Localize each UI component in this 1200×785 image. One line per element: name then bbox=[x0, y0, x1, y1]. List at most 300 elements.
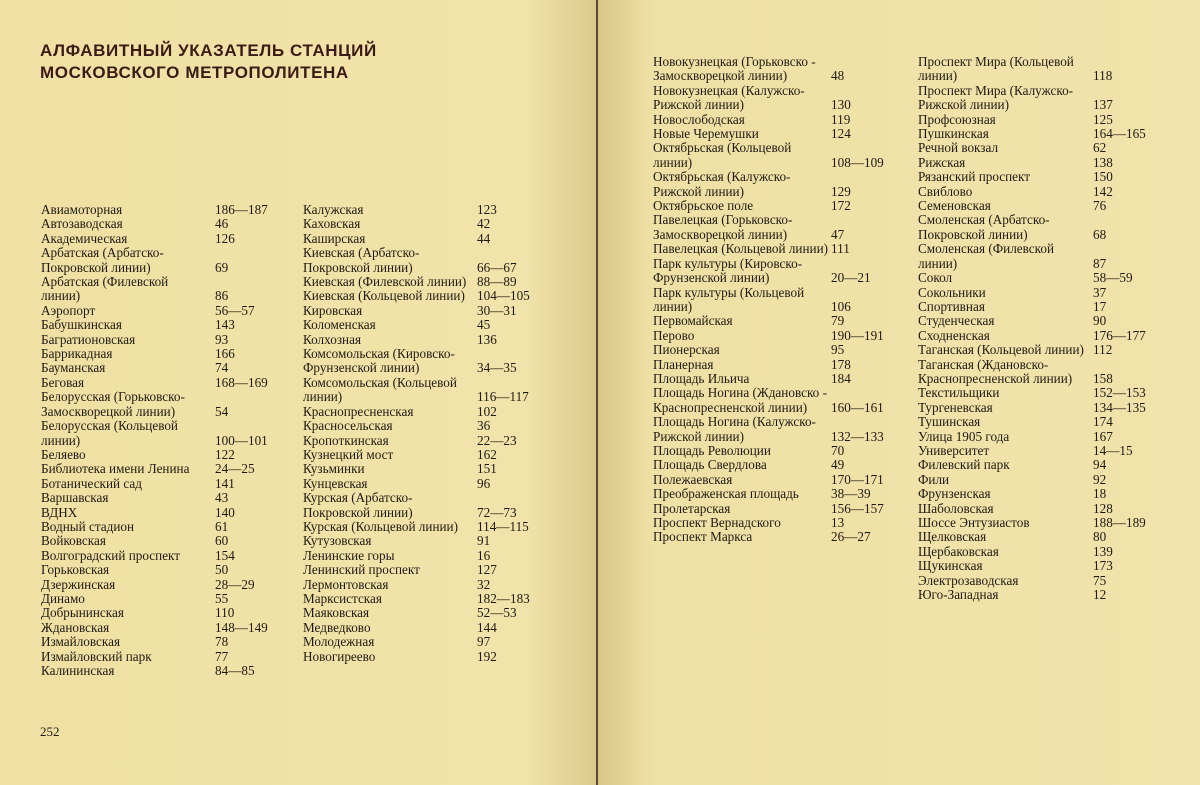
index-entry bbox=[303, 592, 543, 606]
index-entry bbox=[653, 516, 893, 530]
station-name: Лермонтовская bbox=[303, 576, 389, 592]
page-reference: 138 bbox=[1093, 154, 1113, 170]
index-entry bbox=[653, 358, 893, 372]
station-name: Новокузнецкая (Калужско-Рижской линии) bbox=[653, 82, 805, 113]
page-reference: 32 bbox=[477, 576, 491, 592]
index-entry bbox=[918, 329, 1158, 343]
page-reference: 26—27 bbox=[831, 529, 871, 545]
station-name: Каховская bbox=[303, 216, 361, 232]
station-name: Арбатская (Арбатско-Покровской линии) bbox=[41, 245, 164, 275]
station-name: Маяковская bbox=[303, 605, 370, 621]
index-entry bbox=[41, 376, 291, 390]
index-entry bbox=[653, 502, 893, 516]
index-entry bbox=[303, 289, 543, 303]
station-name: Новогиреево bbox=[303, 648, 376, 664]
index-entry bbox=[41, 578, 291, 592]
station-name: Рязанский проспект bbox=[918, 169, 1031, 185]
page-reference: 74 bbox=[215, 360, 229, 376]
page-reference: 61 bbox=[215, 518, 229, 534]
index-entry bbox=[41, 217, 291, 231]
station-name: Молодежная bbox=[303, 634, 375, 650]
station-name: Профсоюзная bbox=[918, 111, 996, 127]
station-name: Каширская bbox=[303, 230, 366, 246]
station-name: Площадь Революции bbox=[653, 442, 771, 458]
index-entry bbox=[918, 170, 1158, 184]
index-entry bbox=[918, 199, 1158, 213]
station-name: Академическая bbox=[41, 230, 128, 246]
index-entry bbox=[303, 462, 543, 476]
station-name: Тушинская bbox=[918, 414, 981, 430]
station-name: Электрозаводская bbox=[918, 572, 1019, 588]
station-name: Беговая bbox=[41, 374, 85, 390]
page-reference: 141 bbox=[215, 475, 235, 491]
index-entry bbox=[653, 530, 893, 544]
index-entry bbox=[653, 213, 893, 242]
station-name: Ленинский проспект bbox=[303, 562, 420, 578]
index-entry bbox=[303, 434, 543, 448]
page-reference: 108—109 bbox=[831, 154, 884, 170]
station-name: Таганская (Ждановско-Краснопресненской линии) bbox=[918, 356, 1073, 386]
index-entry bbox=[41, 318, 291, 332]
page-reference: 62 bbox=[1093, 140, 1107, 156]
page-reference: 28—29 bbox=[215, 576, 255, 592]
station-name: Беляево bbox=[41, 446, 86, 462]
station-name: Щербаковская bbox=[918, 543, 999, 559]
page-reference: 56—57 bbox=[215, 302, 255, 318]
index-entry bbox=[918, 271, 1158, 285]
index-entry bbox=[918, 286, 1158, 300]
index-entry bbox=[41, 563, 291, 577]
station-name: Проспект Вернадского bbox=[653, 515, 781, 530]
index-entry bbox=[303, 549, 543, 563]
page-reference: 123 bbox=[477, 202, 497, 217]
station-name: Щелковская bbox=[918, 529, 987, 545]
index-entry bbox=[303, 304, 543, 318]
index-entry bbox=[303, 520, 543, 534]
station-name: Горьковская bbox=[41, 562, 110, 578]
index-entry bbox=[41, 275, 291, 304]
index-entry bbox=[41, 592, 291, 606]
index-entry bbox=[918, 574, 1158, 588]
page-reference: 13 bbox=[831, 515, 845, 530]
station-name: Арбатская (Филевской линии) bbox=[41, 274, 169, 304]
index-entry bbox=[918, 242, 1158, 271]
index-entry bbox=[41, 304, 291, 318]
page-reference: 111 bbox=[831, 241, 850, 257]
index-entry bbox=[303, 203, 543, 217]
station-name: Новокузнецкая (Горьковско - Замоскворецкой линии) bbox=[653, 54, 816, 84]
page-reference: 77 bbox=[215, 648, 229, 664]
page-reference: 96 bbox=[477, 475, 491, 491]
index-entry bbox=[918, 300, 1158, 314]
station-name: Юго-Западная bbox=[918, 587, 999, 603]
station-name: Багратионовская bbox=[41, 331, 136, 347]
page-reference: 172 bbox=[831, 198, 851, 214]
index-entry bbox=[653, 473, 893, 487]
station-name: Тургеневская bbox=[918, 399, 993, 415]
index-entry bbox=[653, 141, 893, 170]
station-name: Библиотека имени Ленина bbox=[41, 461, 190, 477]
station-name: Шаболовская bbox=[918, 500, 994, 516]
index-entry bbox=[41, 477, 291, 491]
station-name: Коломенская bbox=[303, 317, 376, 333]
page-reference: 93 bbox=[215, 331, 229, 347]
page-reference: 188—189 bbox=[1093, 515, 1146, 530]
station-name: Курская (Кольцевой линии) bbox=[303, 518, 459, 534]
station-name: Белорусская (Горьковско-Замоскворецкой линии) bbox=[41, 389, 185, 419]
index-entry bbox=[918, 113, 1158, 127]
station-name: Проспект Мира (Кольцевой линии) bbox=[918, 54, 1074, 84]
index-entry bbox=[303, 635, 543, 649]
page-reference: 134—135 bbox=[1093, 399, 1146, 415]
index-entry bbox=[303, 477, 543, 491]
page-reference: 192 bbox=[477, 648, 497, 664]
station-name: Полежаевская bbox=[653, 471, 733, 487]
index-entry bbox=[653, 314, 893, 328]
page-reference: 128 bbox=[1093, 500, 1113, 516]
index-entry bbox=[653, 329, 893, 343]
index-entry bbox=[303, 246, 543, 275]
station-name: Измайловская bbox=[41, 634, 121, 650]
page-reference: 52—53 bbox=[477, 605, 517, 621]
page-reference: 168—169 bbox=[215, 374, 268, 390]
page-reference: 184 bbox=[831, 370, 851, 386]
title-line-1: АЛФАВИТНЫЙ УКАЗАТЕЛЬ СТАНЦИЙ bbox=[40, 41, 377, 60]
station-name: Автозаводская bbox=[41, 216, 123, 232]
index-entry bbox=[303, 419, 543, 433]
index-entry bbox=[918, 588, 1158, 602]
index-entry bbox=[41, 419, 291, 448]
index-entry bbox=[918, 401, 1158, 415]
station-name: Студенческая bbox=[918, 313, 995, 329]
index-entry bbox=[303, 318, 543, 332]
station-name: Калининская bbox=[41, 663, 115, 678]
page-reference: 87 bbox=[1093, 255, 1107, 271]
index-entry bbox=[918, 415, 1158, 429]
page-reference: 132—133 bbox=[831, 428, 884, 444]
station-name: Белорусская (Кольцевой линии) bbox=[41, 418, 178, 448]
page-reference: 69 bbox=[215, 259, 229, 275]
page-reference: 139 bbox=[1093, 543, 1113, 559]
index-entry bbox=[41, 390, 291, 419]
page-reference: 144 bbox=[477, 619, 497, 635]
page-reference: 91 bbox=[477, 533, 491, 549]
station-name: Кутузовская bbox=[303, 533, 372, 549]
index-entry bbox=[41, 520, 291, 534]
station-name: Калужская bbox=[303, 202, 364, 217]
page-reference: 162 bbox=[477, 446, 497, 462]
page-reference: 137 bbox=[1093, 97, 1113, 113]
index-entry bbox=[41, 606, 291, 620]
page-reference: 30—31 bbox=[477, 302, 517, 318]
page-reference: 129 bbox=[831, 183, 851, 199]
page-reference: 182—183 bbox=[477, 590, 530, 606]
index-entry bbox=[41, 462, 291, 476]
station-name: Павелецкая (Кольцевой линии) bbox=[653, 241, 829, 257]
page-reference: 84—85 bbox=[215, 663, 255, 678]
station-name: Курская (Арбатско-Покровской линии) bbox=[303, 490, 413, 520]
station-name: Марксистская bbox=[303, 590, 382, 606]
index-entry bbox=[653, 386, 893, 415]
page-reference: 164—165 bbox=[1093, 126, 1146, 142]
station-name: Бабушкинская bbox=[41, 317, 122, 333]
station-name: Водный стадион bbox=[41, 518, 135, 534]
page-reference: 106 bbox=[831, 298, 851, 314]
station-name: Комсомольская (Кольцевой линии) bbox=[303, 374, 457, 405]
station-name: Рижская bbox=[918, 154, 966, 170]
station-name: Парк культуры (Кировско-Фрунзенской линии) bbox=[653, 255, 803, 286]
station-name: Смоленская (Арбатско-Покровской линии) bbox=[918, 212, 1050, 242]
page-reference: 130 bbox=[831, 97, 851, 113]
index-entry bbox=[303, 333, 543, 347]
station-name: Динамо bbox=[41, 590, 85, 606]
station-name: Кировская bbox=[303, 302, 363, 318]
page-reference: 114—115 bbox=[477, 518, 529, 534]
page-reference: 86 bbox=[215, 288, 229, 304]
page-reference: 116—117 bbox=[477, 389, 529, 405]
station-name: Войковская bbox=[41, 533, 106, 549]
station-name: Речной вокзал bbox=[918, 140, 999, 156]
page-reference: 58—59 bbox=[1093, 270, 1133, 286]
page-number: 252 bbox=[40, 724, 60, 739]
station-name: Филевский парк bbox=[918, 457, 1010, 473]
page-reference: 94 bbox=[1093, 457, 1107, 473]
index-entry bbox=[303, 578, 543, 592]
index-entry bbox=[303, 347, 543, 376]
station-name: Баррикадная bbox=[41, 346, 113, 362]
station-name: Киевская (Филевской линии) bbox=[303, 274, 467, 290]
page-reference: 80 bbox=[1093, 529, 1107, 545]
index-entry bbox=[41, 232, 291, 246]
index-entry bbox=[653, 343, 893, 357]
page-reference: 22—23 bbox=[477, 432, 517, 448]
page-reference: 166 bbox=[215, 346, 235, 362]
index-entry bbox=[653, 127, 893, 141]
station-name: Проспект Мира (Калужско-Рижской линии) bbox=[918, 82, 1074, 113]
station-name: Колхозная bbox=[303, 331, 362, 347]
index-entry bbox=[653, 84, 893, 113]
index-entry bbox=[303, 405, 543, 419]
station-name: Шоссе Энтузиастов bbox=[918, 515, 1030, 530]
page-title bbox=[40, 40, 540, 84]
station-name: Павелецкая (Горьковско-Замоскворецкой линии) bbox=[653, 212, 793, 242]
index-entry bbox=[41, 664, 291, 678]
index-entry bbox=[918, 559, 1158, 573]
page-reference: 178 bbox=[831, 356, 851, 372]
station-name: Перово bbox=[653, 327, 695, 343]
page-reference: 154 bbox=[215, 547, 235, 563]
index-entry bbox=[41, 333, 291, 347]
page-reference: 17 bbox=[1093, 298, 1107, 314]
station-name: Краснопресненская bbox=[303, 403, 414, 419]
station-name: Октябрьская (Калужско-Рижской линии) bbox=[653, 169, 791, 199]
station-name: Медведково bbox=[303, 619, 371, 635]
station-name: Дзержинская bbox=[41, 576, 116, 592]
page-reference: 42 bbox=[477, 216, 491, 232]
station-name: Парк культуры (Кольцевой линии) bbox=[653, 284, 805, 314]
page-reference: 60 bbox=[215, 533, 229, 549]
index-entry bbox=[41, 361, 291, 375]
page-reference: 100—101 bbox=[215, 432, 268, 448]
station-name: Новослободская bbox=[653, 111, 745, 127]
page-reference: 127 bbox=[477, 562, 497, 578]
index-entry bbox=[41, 635, 291, 649]
index-entry bbox=[303, 534, 543, 548]
page-reference: 176—177 bbox=[1093, 327, 1146, 343]
index-entry bbox=[918, 545, 1158, 559]
station-name: Щукинская bbox=[918, 558, 983, 574]
station-name: Новые Черемушки bbox=[653, 126, 759, 142]
station-name: Смоленская (Филевской линии) bbox=[918, 241, 1055, 271]
station-name: Измайловский парк bbox=[41, 648, 152, 664]
page-reference: 156—157 bbox=[831, 500, 884, 516]
index-entry bbox=[653, 458, 893, 472]
page-reference: 55 bbox=[215, 590, 229, 606]
index-column-4 bbox=[918, 55, 1158, 602]
station-name: Кузнецкий мост bbox=[303, 446, 394, 462]
index-entry bbox=[653, 242, 893, 256]
index-entry bbox=[653, 55, 893, 84]
page-reference: 152—153 bbox=[1093, 385, 1146, 401]
page-reference: 16 bbox=[477, 547, 491, 563]
index-entry bbox=[918, 127, 1158, 141]
index-entry bbox=[918, 516, 1158, 530]
station-name: Университет bbox=[918, 442, 990, 458]
index-entry bbox=[918, 55, 1158, 84]
page-reference: 174 bbox=[1093, 414, 1113, 430]
page-reference: 45 bbox=[477, 317, 491, 333]
page-reference: 88—89 bbox=[477, 274, 517, 290]
page-reference: 143 bbox=[215, 317, 235, 333]
page-reference: 148—149 bbox=[215, 619, 268, 635]
index-entry bbox=[303, 376, 543, 405]
page-reference: 38—39 bbox=[831, 486, 871, 502]
station-name: Семеновская bbox=[918, 198, 991, 214]
station-name: Киевская (Арбатско-Покровской линии) bbox=[303, 245, 420, 275]
page-reference: 66—67 bbox=[477, 259, 517, 275]
page-reference: 14—15 bbox=[1093, 442, 1133, 458]
station-name: Красносельская bbox=[303, 418, 393, 434]
station-name: Свиблово bbox=[918, 183, 973, 199]
station-name: Фили bbox=[918, 471, 950, 487]
page-reference: 160—161 bbox=[831, 399, 884, 415]
station-name: Сокол bbox=[918, 270, 953, 286]
page-reference: 72—73 bbox=[477, 504, 517, 520]
station-name: Ленинские горы bbox=[303, 547, 395, 563]
index-entry bbox=[918, 487, 1158, 501]
page-reference: 190—191 bbox=[831, 327, 884, 343]
index-entry bbox=[41, 549, 291, 563]
page-reference: 102 bbox=[477, 403, 497, 419]
index-entry bbox=[653, 199, 893, 213]
page-reference: 18 bbox=[1093, 486, 1107, 502]
page-reference: 186—187 bbox=[215, 202, 268, 217]
page-reference: 95 bbox=[831, 342, 845, 358]
index-entry bbox=[653, 170, 893, 199]
index-entry bbox=[303, 563, 543, 577]
index-entry bbox=[653, 286, 893, 315]
index-entry bbox=[303, 448, 543, 462]
page-reference: 50 bbox=[215, 562, 229, 578]
index-entry bbox=[918, 343, 1158, 357]
index-entry bbox=[653, 415, 893, 444]
index-entry bbox=[303, 232, 543, 246]
index-entry bbox=[918, 314, 1158, 328]
index-column-1 bbox=[41, 203, 291, 678]
index-entry bbox=[41, 203, 291, 217]
index-entry bbox=[918, 156, 1158, 170]
page-reference: 150 bbox=[1093, 169, 1113, 185]
page-reference: 12 bbox=[1093, 587, 1107, 603]
station-name: Кропоткинская bbox=[303, 432, 389, 448]
index-entry bbox=[41, 448, 291, 462]
station-name: Ждановская bbox=[41, 619, 110, 635]
page-reference: 76 bbox=[1093, 198, 1107, 214]
index-entry bbox=[653, 487, 893, 501]
station-name: ВДНХ bbox=[41, 504, 78, 520]
station-name: Первомайская bbox=[653, 313, 733, 329]
station-name: Фрунзенская bbox=[918, 486, 991, 502]
index-entry bbox=[918, 530, 1158, 544]
page-reference: 70 bbox=[831, 442, 845, 458]
index-entry bbox=[303, 650, 543, 664]
index-entry bbox=[918, 84, 1158, 113]
page-reference: 126 bbox=[215, 230, 235, 246]
page-reference: 44 bbox=[477, 230, 491, 246]
page-reference: 124 bbox=[831, 126, 851, 142]
page-reference: 122 bbox=[215, 446, 235, 462]
title-line-2: МОСКОВСКОГО МЕТРОПОЛИТЕНА bbox=[40, 63, 349, 82]
page-reference: 78 bbox=[215, 634, 229, 650]
page-reference: 79 bbox=[831, 313, 845, 329]
station-name: Планерная bbox=[653, 356, 714, 372]
station-name: Сокольники bbox=[918, 284, 986, 300]
index-entry bbox=[918, 473, 1158, 487]
page-reference: 36 bbox=[477, 418, 491, 434]
page-reference: 54 bbox=[215, 403, 229, 419]
page-reference: 24—25 bbox=[215, 461, 255, 477]
index-entry bbox=[303, 275, 543, 289]
index-entry bbox=[653, 257, 893, 286]
index-entry bbox=[653, 372, 893, 386]
page-reference: 170—171 bbox=[831, 471, 884, 487]
station-name: Кунцевская bbox=[303, 475, 368, 491]
index-entry bbox=[918, 502, 1158, 516]
page-reference: 75 bbox=[1093, 572, 1107, 588]
index-column-2 bbox=[303, 203, 543, 664]
page-reference: 112 bbox=[1093, 342, 1113, 358]
station-name: Октябрьская (Кольцевой линии) bbox=[653, 140, 792, 170]
index-entry bbox=[303, 491, 543, 520]
index-column-3 bbox=[653, 55, 893, 545]
page-reference: 48 bbox=[831, 68, 845, 84]
station-name: Пролетарская bbox=[653, 500, 731, 516]
station-name: Площадь Свердлова bbox=[653, 457, 767, 473]
index-entry bbox=[918, 386, 1158, 400]
station-name: Сходненская bbox=[918, 327, 990, 343]
page-reference: 118 bbox=[1093, 68, 1113, 84]
page-reference: 136 bbox=[477, 331, 497, 347]
station-name: Площадь Ногина (Калужско-Рижской линии) bbox=[653, 414, 816, 444]
station-name: Площадь Ногина (Ждановско - Краснопресненской линии) bbox=[653, 385, 827, 415]
station-name: Текстильщики bbox=[918, 385, 1000, 401]
page-reference: 151 bbox=[477, 461, 497, 477]
page-reference: 20—21 bbox=[831, 270, 871, 286]
index-entry bbox=[918, 444, 1158, 458]
page-reference: 173 bbox=[1093, 558, 1113, 574]
page-reference: 47 bbox=[831, 226, 845, 242]
index-entry bbox=[918, 458, 1158, 472]
